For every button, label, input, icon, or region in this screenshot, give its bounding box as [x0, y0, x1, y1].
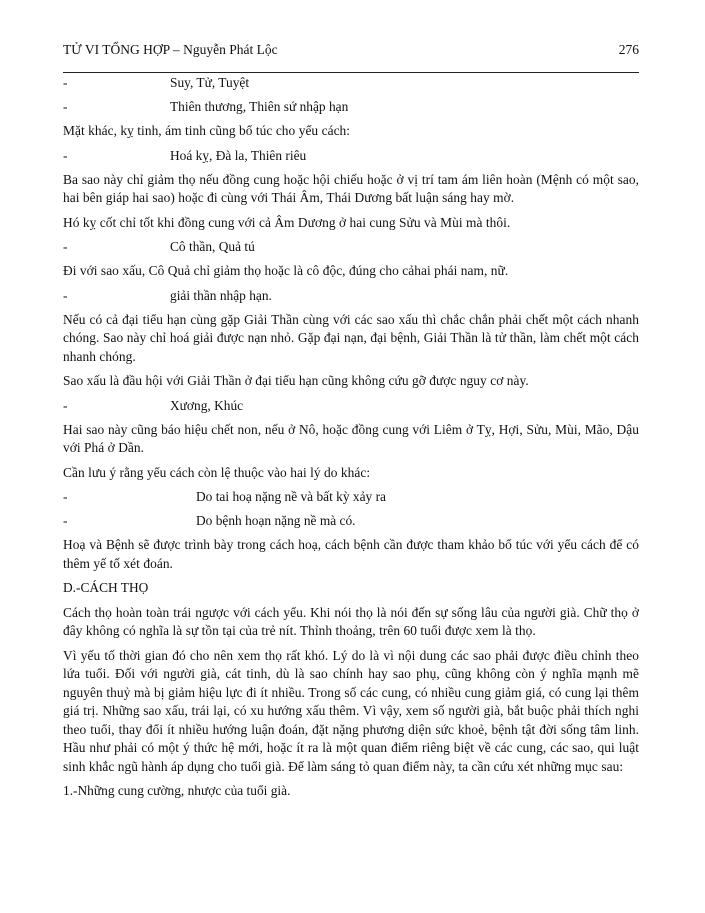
list-dash: - — [63, 397, 68, 413]
list-item-text: Do tai hoạ nặng nề và bất kỳ xảy ra — [196, 489, 387, 504]
paragraph: Hó kỵ cốt chỉ tốt khi đồng cung với cả Âm Dương ở hai cung Sửu và Mùi mà thôi. — [63, 214, 511, 230]
list-item — [63, 397, 639, 416]
paragraph: Cách thọ hoàn toàn trái ngược với cách yểu. Khi nói thọ là nói đến sự sống lâu của người già. Chữ thọ ở đây không có nghĩa là sự tồn tại của trẻ nít. Thỉnh thoảng, trên 60 tuổi được xem là thọ. — [63, 604, 639, 638]
paragraph: Đi với sao xấu, Cô Quả chỉ giảm thọ hoặc là cô độc, đúng cho cảhai phái nam, nữ. — [63, 263, 509, 278]
document-body — [63, 74, 639, 807]
list-dash: - — [63, 287, 68, 303]
list-dash: - — [63, 239, 68, 254]
list-dash: - — [63, 513, 68, 528]
list-item-text: giải thần nhập hạn. — [170, 287, 272, 303]
paragraph: Sao xấu là đầu hội với Giải Thần ở đại tiểu hạn cũng không cứu gỡ được nguy cơ này. — [63, 373, 529, 388]
page-number: 276 — [618, 42, 639, 57]
paragraph: Hoạ và Bệnh sẽ được trình bày trong cách hoạ, cách bệnh cần được tham khảo bổ túc với yểu cách để có thêm yế tố xét đoán. — [63, 537, 639, 571]
paragraph: Vì yếu tố thời gian đó cho nên xem thọ rất khó. Lý do là vì nội dung các sao phải được điều chỉnh theo lứa tuổi. Đối với người già, cát tinh, dù là sao chính hay sao phụ, cũng không còn ý nghĩa mạnh mẽ nguyên thuỷ mà bị giảm hiệu lực đi ít nhiều. Trong số các cung, có nhiều cung giảm giá, có cung lại thêm giá trị. Những sao xấu, trái lại, có xu hướng xấu thêm. Vì vậy, xem số người già, bắt buộc phải thích nghi theo tuổi, thay đổi ít nhiều hướng luận đoán, đặt nặng phương diện sức khoẻ, bệnh tật đời sống tâm linh. Hầu như phải có một ý thức hệ mới, hoặc ít ra là một quan điểm riêng biệt về các cung, các sao, qui luật sinh khắc ngũ hành áp dụng cho tuổi già. Để làm sáng tỏ quan điểm này, ta cần cứu xét những mục sau: — [63, 647, 639, 774]
paragraph: Nếu có cả đại tiểu hạn cùng gặp Giải Thần cùng với các sao xấu thì chắc chắn phải chết một cách nhanh chóng. Sao này chỉ hoá giải được nạn nhỏ. Gặp đại nạn, đại bệnh, Giải Thần là tử thần, làm chết một cách nhanh chóng. — [63, 311, 639, 364]
list-item — [63, 98, 639, 117]
section-heading: D.-CÁCH THỌ — [63, 580, 149, 595]
paragraph: Hai sao này cũng báo hiệu chết non, nếu ở Nô, hoặc đồng cung với Liêm ở Tỵ, Hợi, Sửu, Mùi, Mão, Dậu với Phá ở Dần. — [63, 421, 639, 455]
list-item — [63, 238, 639, 257]
list-item-text: Suy, Tử, Tuyệt — [170, 75, 250, 90]
list-item — [63, 147, 639, 166]
list-dash: - — [63, 99, 68, 114]
header-title: TỬ VI TỔNG HỢP – Nguyễn Phát Lộc — [63, 42, 278, 57]
list-item-text: Xương, Khúc — [170, 397, 244, 413]
list-item — [63, 287, 639, 306]
list-item — [63, 512, 639, 531]
list-dash: - — [63, 75, 68, 90]
paragraph: Mặt khác, kỵ tinh, ám tinh cũng bổ túc cho yểu cách: — [63, 123, 351, 138]
list-item — [63, 488, 639, 507]
list-dash: - — [63, 489, 68, 504]
page-header — [63, 42, 639, 58]
paragraph: Cần lưu ý rằng yểu cách còn lệ thuộc vào hai lý do khác: — [63, 464, 371, 480]
paragraph: Ba sao này chỉ giảm thọ nếu đồng cung hoặc hội chiếu hoặc ở vị trí tam ám liên hoàn (Mệnh có một sao, hai bên giáp hai sao) hoặc đi cùng với Thái Âm, Thái Dương bất luận sáng hay mờ. — [63, 171, 639, 205]
list-item-text: Cô thần, Quả tú — [170, 239, 255, 254]
list-item-text: Thiên thương, Thiên sứ nhập hạn — [170, 99, 349, 114]
header-divider — [63, 72, 639, 73]
list-item — [63, 74, 639, 93]
list-item-text: Hoá kỵ, Đà la, Thiên riêu — [170, 147, 307, 163]
section-heading: 1.-Những cung cường, nhược của tuổi già. — [63, 783, 291, 798]
list-dash: - — [63, 147, 68, 163]
list-item-text: Do bệnh hoạn nặng nề mà có. — [196, 513, 356, 528]
